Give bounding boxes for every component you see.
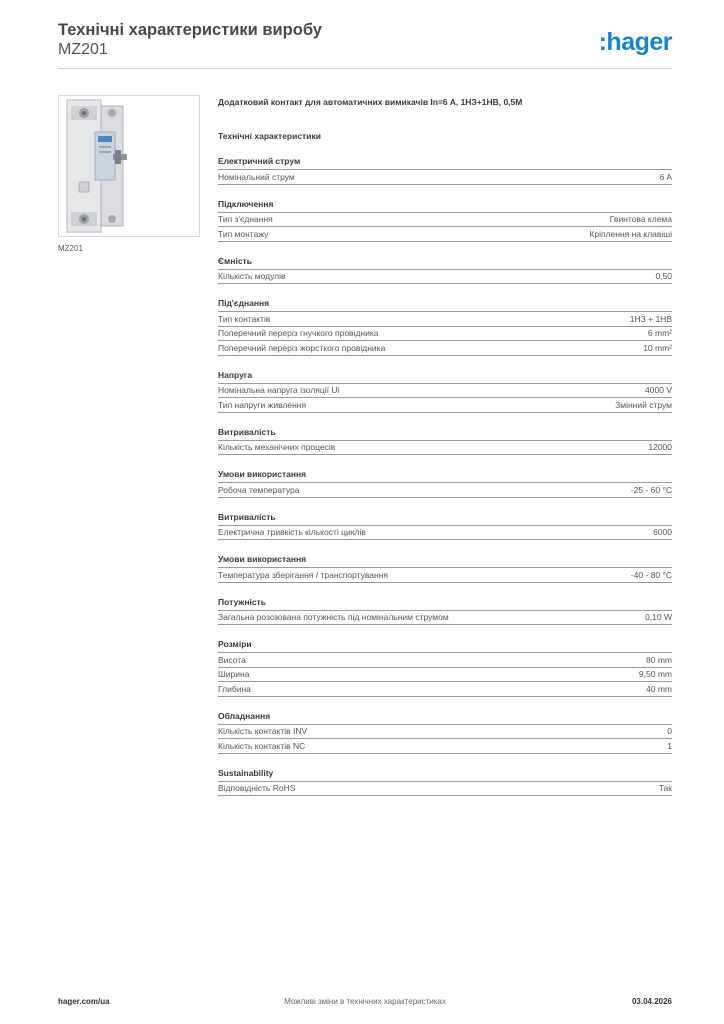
spec-group-title: Напруга (218, 370, 672, 384)
spec-group (218, 298, 672, 356)
spec-label: Кількість контактів INV (218, 726, 308, 736)
footer-date: 03.04.2026 (631, 997, 672, 1006)
spec-row (218, 327, 672, 342)
product-code: MZ201 (58, 41, 108, 58)
spec-group-title: Підключення (218, 199, 672, 213)
spec-group (218, 256, 672, 285)
spec-row (218, 398, 672, 413)
spec-row (218, 227, 672, 242)
spec-value: 0 (667, 726, 672, 736)
spec-row (218, 384, 672, 399)
spec-group-title: Електричний струм (218, 156, 672, 170)
spec-row (218, 739, 672, 754)
spec-row (218, 312, 672, 327)
spec-label: Відповідність RoHS (218, 783, 296, 793)
spec-groups (218, 156, 672, 796)
spec-value: 1 (667, 740, 672, 751)
spec-row (218, 526, 672, 541)
spec-group (218, 639, 672, 697)
spec-label: Кількість механічних процесів (218, 442, 336, 452)
spec-row (218, 725, 672, 740)
spec-group-title: Витривалість (218, 427, 672, 441)
product-image (58, 95, 200, 237)
spec-value: 6 A (659, 171, 672, 182)
spec-label: Загальна розсіювана потужність під номінальним струмом (218, 612, 449, 622)
spec-value: 9,50 mm (638, 669, 672, 679)
spec-group-title: Умови використання (218, 554, 672, 568)
footer-note: Можливі зміни в технічних характеристиках (284, 997, 446, 1006)
spec-group (218, 597, 672, 626)
spec-row (218, 341, 672, 356)
footer-website: hager.com/ua (58, 997, 110, 1006)
spec-row (218, 782, 672, 797)
spec-group (218, 711, 672, 754)
spec-label: Температура зберігання / транспортування (218, 569, 389, 580)
spec-row (218, 441, 672, 456)
page-footer (58, 997, 672, 1009)
page-header (58, 20, 672, 60)
spec-group-title: Умови використання (218, 469, 672, 483)
spec-label: Номінальна напруга ізоляції Ui (218, 385, 340, 395)
spec-value: Змінний струм (615, 399, 672, 410)
spec-group (218, 199, 672, 242)
spec-label: Електрична тривкість кількості циклів (218, 527, 366, 537)
spec-group (218, 370, 672, 413)
spec-value: 80 mm (646, 654, 672, 665)
spec-group-title: Ємність (218, 256, 672, 270)
specifications (218, 97, 672, 796)
spec-value: 0,10 W (645, 612, 672, 622)
document-title: Технічні характеристики виробу (58, 21, 322, 39)
spec-group-title: Витривалість (218, 512, 672, 526)
spec-row (218, 668, 672, 683)
spec-value: 40 mm (646, 683, 672, 694)
spec-label: Глибина (218, 683, 251, 694)
spec-group-title: Потужність (218, 597, 672, 611)
spec-group-title: Sustainability (218, 768, 672, 782)
spec-row (218, 611, 672, 626)
spec-row (218, 653, 672, 668)
spec-label: Кількість контактів NC (218, 740, 306, 751)
product-photo-icon (59, 96, 199, 236)
spec-group (218, 512, 672, 541)
spec-label: Висота (218, 654, 246, 665)
spec-value: 0,50 (655, 271, 672, 281)
spec-value: Так (658, 783, 672, 793)
spec-row (218, 568, 672, 583)
spec-group-title: Під'єднання (218, 298, 672, 312)
spec-label: Тип з'єднання (218, 214, 273, 224)
spec-label: Тип контактів (218, 313, 271, 324)
spec-value: 6 mm² (647, 328, 672, 338)
spec-row (218, 270, 672, 285)
spec-value: 10 mm² (643, 342, 672, 353)
spec-label: Номінальний струм (218, 171, 295, 182)
spec-value: 6000 (653, 527, 672, 537)
specs-heading: Технічні характеристики (218, 131, 321, 141)
product-description: Додатковий контакт для автоматичних вимикачів In=6 A, 1НЗ+1НВ, 0,5M (218, 97, 523, 107)
spec-row (218, 483, 672, 498)
spec-group-title: Обладнання (218, 711, 672, 725)
spec-label: Ширина (218, 669, 250, 679)
header-divider (58, 68, 672, 69)
spec-group-title: Розміри (218, 639, 672, 653)
spec-row (218, 682, 672, 697)
spec-label: Кількість модулів (218, 271, 286, 281)
spec-label: Тип напруги живлення (218, 399, 307, 410)
spec-group (218, 768, 672, 797)
spec-row (218, 170, 672, 185)
spec-value: -40 - 80 °C (630, 569, 672, 580)
image-caption: MZ201 (58, 244, 83, 253)
spec-group (218, 554, 672, 583)
spec-value: 4000 V (645, 385, 672, 395)
spec-value: -25 - 60 °C (630, 484, 672, 495)
spec-group (218, 156, 672, 185)
spec-group (218, 427, 672, 456)
spec-label: Поперечний переріз жорсткого провідника (218, 342, 386, 353)
spec-row (218, 213, 672, 228)
spec-label: Тип монтажу (218, 228, 269, 239)
hager-logo: :hager (598, 28, 672, 56)
spec-value: 1НЗ + 1НВ (629, 313, 672, 324)
spec-label: Поперечний переріз гнучкого провідника (218, 328, 379, 338)
spec-value: Кріплення на клавіші (589, 228, 672, 239)
spec-value: 12000 (648, 442, 672, 452)
spec-group (218, 469, 672, 498)
spec-label: Робоча температура (218, 484, 300, 495)
spec-value: Гвинтова клема (609, 214, 672, 224)
